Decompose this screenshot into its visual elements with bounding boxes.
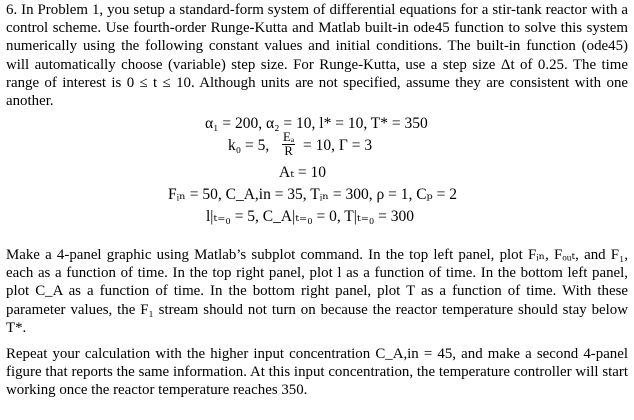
fraction-denominator: R <box>284 144 293 159</box>
equation-ea-over-r-fraction <box>282 131 295 159</box>
equation-area: Aₜ = 10 <box>279 164 327 181</box>
fraction-numerator: Eₐ <box>283 130 295 144</box>
equation-initial-conditions: l|ₜ₌₀ = 5, C_A|ₜ₌₀ = 0, T|ₜ₌₀ = 300 <box>206 208 415 225</box>
equation-inlet-conditions: Fᵢₙ = 50, C_A,in = 35, Tᵢₙ = 300, ρ = 1, Cₚ = 2 <box>168 186 457 203</box>
equation-gamma: = 10, Γ = 3 <box>303 137 373 154</box>
equation-constants-alpha: α₁ = 200, α₂ = 10, l* = 10, T* = 350 <box>205 115 428 132</box>
repeat-instructions-paragraph: Repeat your calculation with the higher input concentration C_A,in = 45, and make a second 4-panel figure that reports the same information. At this input concentration, the temperature controller will start working once the reactor temperature reaches 350. <box>6 346 628 399</box>
plot-instructions-paragraph: Make a 4-panel graphic using Matlab’s subplot command. In the top left panel, plot Fᵢₙ, Fₒᵤₜ, and F₁, each as a function of time. In the top right panel, plot l as a function of time. In the bottom left panel, plot C_A as a function of time. In the bottom right panel, plot T as a function of time. With these parameter values, the F₁ stream should not turn on because the reactor temperature should stay below T*. <box>6 247 628 336</box>
equation-k0: k₀ = 5, <box>228 137 270 154</box>
problem-intro-paragraph: 6. In Problem 1, you setup a standard-form system of differential equations for a stir-tank reactor with a control scheme. Use fourth-order Runge-Kutta and Matlab built-in ode45 function to solve this system numerically using the following constant values and initial conditions. The built-in function (ode45) will automatically choose (variable) step size. For Runge-Kutta, use a step size Δt of 0.25. The time range of interest is 0 ≤ t ≤ 10. Although units are not specified, assume they are consistent with one another. <box>6 2 628 110</box>
